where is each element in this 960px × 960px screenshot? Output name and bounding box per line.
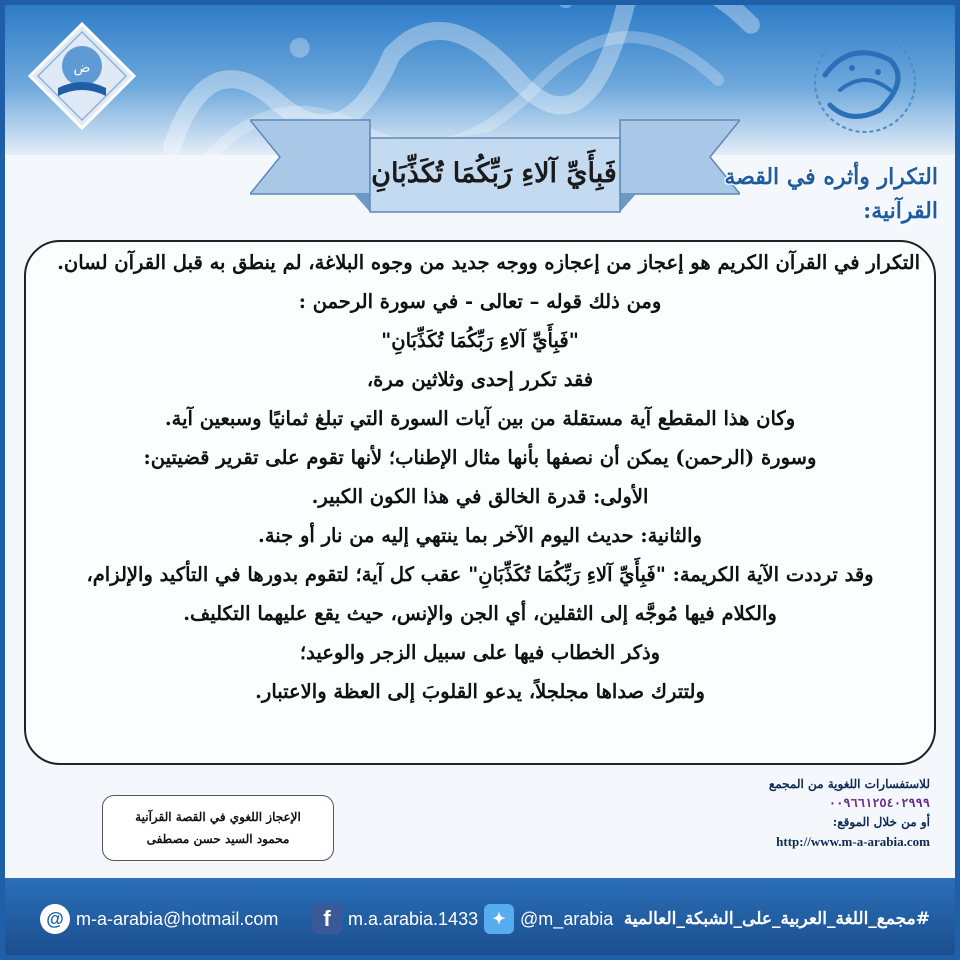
email-icon: @	[40, 904, 70, 934]
svg-text:ض: ض	[73, 60, 91, 76]
source-author: محمود السيد حسن مصطفى	[146, 832, 290, 846]
academy-logo-left	[28, 22, 136, 130]
content-line: "فَبِأَيِّ آلاءِ رَبِّكُمَا تُكَذِّبَانِ"	[381, 329, 579, 352]
content-line: وقد ترددت الآية الكريمة: "فَبِأَيِّ آلاءِ رَبِّكُمَا تُكَذِّبَانِ" عقب كل آية؛ لتقوم بدورها في التأكيد والإلزام،	[86, 563, 874, 586]
contact-info	[745, 775, 930, 851]
content-line: وكان هذا المقطع آية مستقلة من بين آيات السورة التي تبلغ ثمانيًا وسبعين آية.	[164, 407, 796, 430]
content-line: وسورة (الرحمن) يمكن أن نصفها بأنها مثال الإطناب؛ لأنها تقوم على تقرير قضيتين:	[143, 446, 817, 469]
content-line: والثانية: حديث اليوم الآخر بما ينتهي إليه من نار أو جنة.	[258, 524, 702, 547]
content-line: وذكر الخطاب فيها على سبيل الزجر والوعيد؛	[299, 641, 661, 664]
facebook-icon: f	[312, 904, 342, 934]
contact-label: للاستفسارات اللغوية من المجمع	[768, 777, 930, 791]
footer-hashtag[interactable]: #مجمع_اللغة_العربية_على_الشبكة_العالمية	[623, 909, 930, 929]
footer-email[interactable]	[40, 904, 278, 934]
contact-url-link[interactable]: http://www.m-a-arabia.com	[776, 834, 930, 849]
footer-facebook[interactable]	[312, 904, 478, 934]
twitter-icon: ✦	[484, 904, 514, 934]
section-title: التكرار وأثره في القصة القرآنية:	[724, 164, 938, 224]
footer-twitter-text: @m_arabia	[520, 908, 614, 929]
contact-phone[interactable]: ٠٠٩٦٦١٢٥٤٠٢٩٩٩	[828, 796, 930, 810]
content-text	[40, 243, 920, 711]
footer-facebook-text: m.a.arabia.1433	[348, 908, 479, 929]
source-citation	[102, 795, 334, 861]
content-line: والكلام فيها مُوجَّه إلى الثقلين، أي الجن والإنس، حيث يقع عليهما التكليف.	[183, 602, 777, 625]
content-line: التكرار في القرآن الكريم هو إعجاز من إعجازه ووجه جديد من وجوه البلاغة، لم ينطق به قبل القرآن لسان.	[57, 251, 920, 274]
content-line: فقد تكرر إحدى وثلاثين مرة،	[366, 368, 594, 391]
academy-logo-right	[780, 20, 930, 140]
content-line: ومن ذلك قوله – تعالى - في سورة الرحمن :	[298, 290, 662, 313]
contact-site-label: أو من خلال الموقع:	[832, 815, 930, 829]
content-line: ولتترك صداها مجلجلاً، يدعو القلوبَ إلى العظة والاعتبار.	[255, 680, 705, 703]
footer-email-text: m-a-arabia@hotmail.com	[76, 908, 279, 929]
footer-twitter[interactable]	[484, 904, 613, 934]
ribbon-verse: فَبِأَيِّ آلاءِ رَبِّكُمَا تُكَذِّبَانِ	[371, 157, 617, 189]
source-book: الإعجاز اللغوي في القصة القرآنية	[135, 810, 301, 824]
content-line: الأولى: قدرة الخالق في هذا الكون الكبير.	[311, 485, 649, 508]
